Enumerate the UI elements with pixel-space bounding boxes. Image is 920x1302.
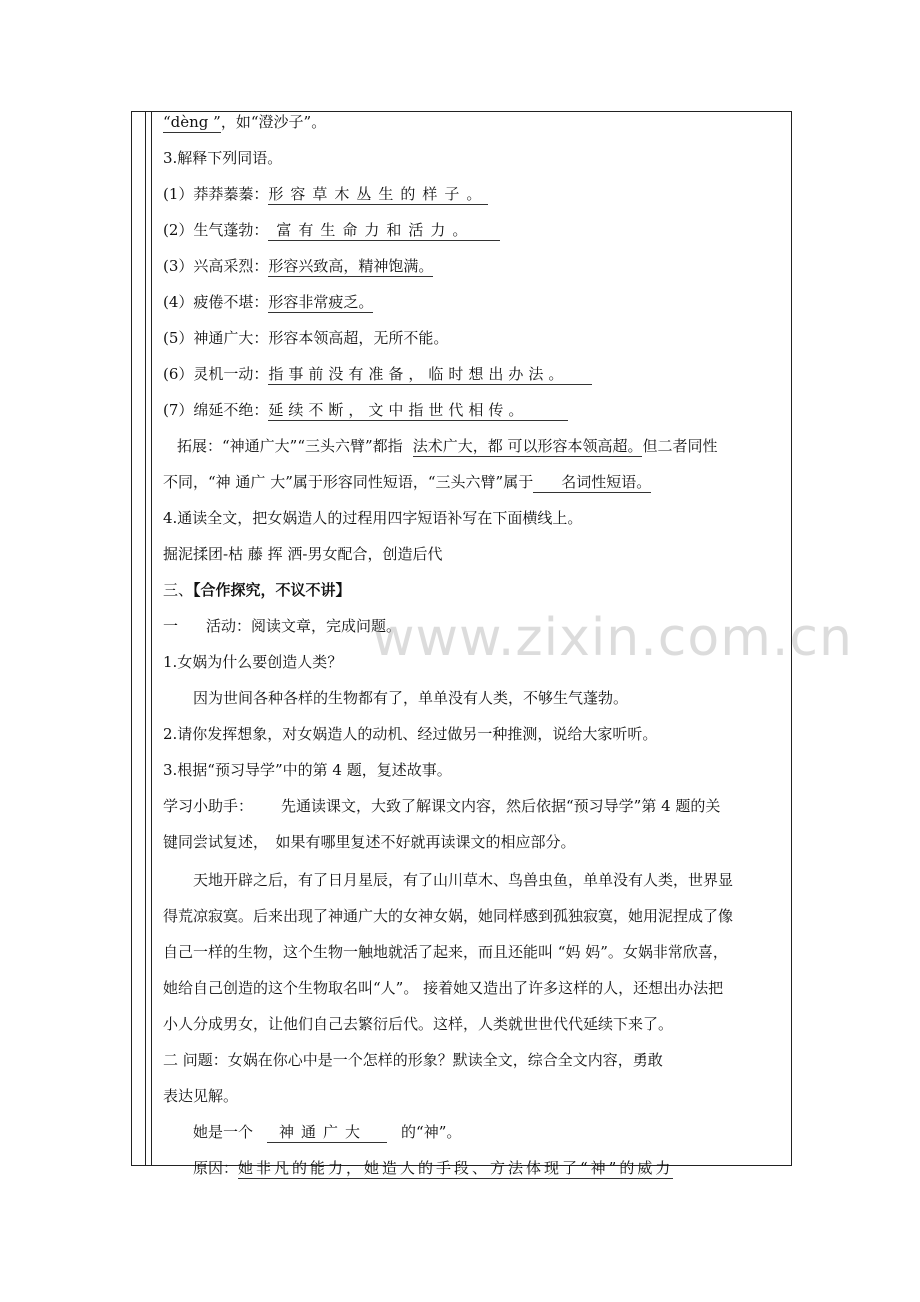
line-13: 掘泥揉团-枯 藤 挥 洒-男女配合，创造后代 xyxy=(163,545,443,563)
answer-blank: 富有生命力和活力。 xyxy=(268,221,500,241)
watermark-text: www.zixin.com.cn xyxy=(372,608,853,668)
line-27: 二 问题：女娲在你心中是一个怎样的形象？默读全文，综合全文内容，勇敢 xyxy=(163,1051,663,1069)
answer-blank: 她非凡的能力，她造人的手段、方法体现了“神”的威力 xyxy=(238,1159,674,1177)
line-16: 1.女娲为什么要创造人类？ xyxy=(163,653,343,671)
story-line: 得荒凉寂寞。后来出现了神通广大的女神女娲，她同样感到孤独寂寞，她用泥捏成了像 xyxy=(163,907,734,925)
line-7: (5）神通广大：形容本领高超，无所不能。 xyxy=(163,329,449,347)
answer-blank: 法术广大，都 可以形容本领高超。 xyxy=(412,437,643,455)
line-20: 学习小助手： 先通读课文，大致了解课文内容，然后依据“预习导学”第 4 题的关 xyxy=(163,797,721,815)
line-3: (1）莽莽蓁蓁：形容草木丛生的样子。 xyxy=(163,185,489,203)
line-17: 因为世间各种各样的生物都有了，单单没有人类，不够生气蓬勃。 xyxy=(193,689,629,707)
line-19: 3.根据“预习导学”中的第 4 题，复述故事。 xyxy=(163,761,452,779)
table-column-divider xyxy=(145,112,146,1165)
story-line: 自己一样的生物，这个生物一触地就活了起来，而且还能叫 “妈 妈”。女娲非常欣喜， xyxy=(163,943,728,961)
answer-blank: 形容草木丛生的样子。 xyxy=(268,185,489,203)
section-heading: 三、【合作探究，不议不讲】 xyxy=(163,581,351,599)
line-28: 表达见解。 xyxy=(163,1087,239,1105)
line-30: 原因：她非凡的能力，她造人的手段、方法体现了“神”的威力 xyxy=(193,1159,674,1177)
story-line: 她给自己创造的这个生物取名叫“人”。 接着她又造出了许多这样的人，还想出办法把 xyxy=(163,979,724,997)
answer-blank: 延续不断，文中指世代相传。 xyxy=(268,401,568,421)
table-column-divider xyxy=(151,112,152,1165)
line-10: 拓展：“神通广大”“三头六臂”都指 法术广大，都 可以形容本领高超。但二者同性 xyxy=(177,437,718,455)
line-21: 键同尝试复述， 如果有哪里复述不好就再读课文的相应部分。 xyxy=(163,833,576,851)
line-15: 一 活动：阅读文章，完成问题。 xyxy=(163,617,402,635)
line-9: (7）绵延不绝：延续不断，文中指世代相传。 xyxy=(163,400,568,420)
answer-blank: 神通广大 xyxy=(267,1123,387,1143)
line-1: “dèng ”，如“澄沙子”。 xyxy=(163,113,327,131)
story-line: 小人分成男女，让他们自己去繁衍后代。这样，人类就世世代代延续下来了。 xyxy=(163,1015,674,1033)
answer-blank: 形容非常疲乏。 xyxy=(268,293,374,311)
line-2: 3.解释下列同语。 xyxy=(163,149,283,167)
line-12: 4.通读全文，把女娲造人的过程用四字短语补写在下面横线上。 xyxy=(163,509,583,527)
answer-blank: 形容兴致高，精神饱满。 xyxy=(268,257,434,275)
line-4: (2）生气蓬勃： 富有生命力和活力。 xyxy=(163,220,500,240)
answer-blank: “dèng ” xyxy=(163,113,221,131)
line-29: 她是一个 神通广大 的“神”。 xyxy=(193,1123,462,1141)
answer-blank: 指事前没有准备，临时想出办法。 xyxy=(268,365,592,385)
line-8: (6）灵机一动：指事前没有准备，临时想出办法。 xyxy=(163,364,592,384)
line-6: (4）疲倦不堪：形容非常疲乏。 xyxy=(163,293,374,311)
story-line: 天地开辟之后，有了日月星辰，有了山川草木、鸟兽虫鱼，单单没有人类，世界显 xyxy=(193,871,734,889)
line-11: 不同，“神 通广 大”属于形容同性短语，“三头六臂”属于 名词性短语。 xyxy=(163,473,652,491)
answer-blank: 名词性短语。 xyxy=(533,473,651,493)
line-18: 2.请你发挥想象，对女娲造人的动机、经过做另一种推测，说给大家听听。 xyxy=(163,725,658,743)
line-5: (3）兴高采烈：形容兴致高，精神饱满。 xyxy=(163,257,434,275)
